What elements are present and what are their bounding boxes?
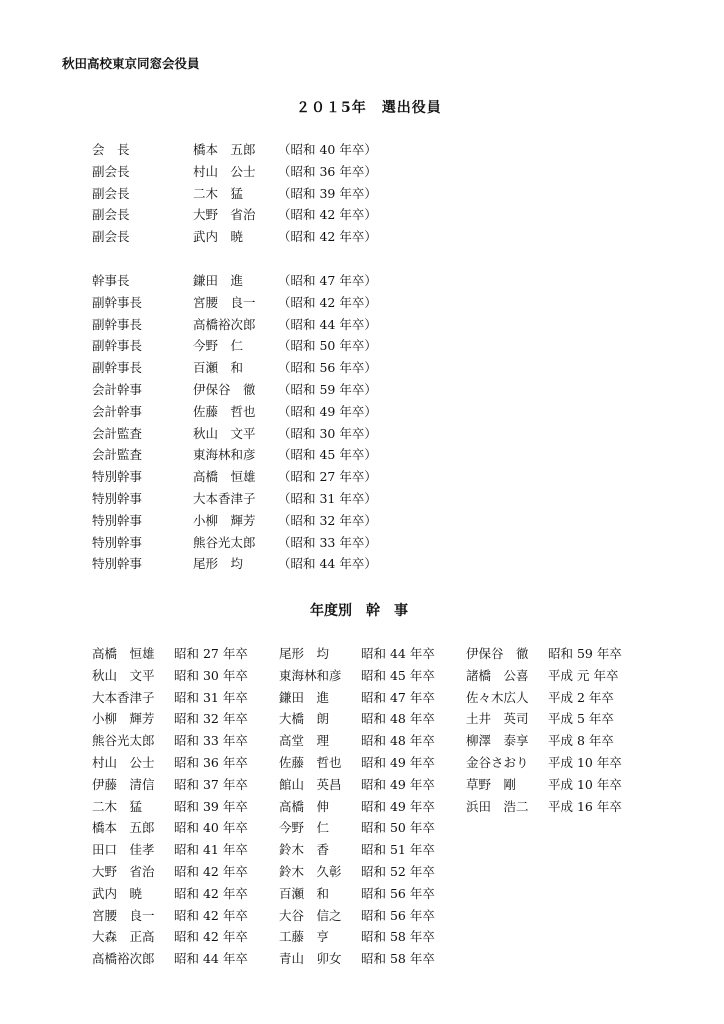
- officer-role: 会 長: [92, 142, 130, 157]
- secretary-year: 昭和 37 年卒: [174, 776, 248, 792]
- secretary-year: 昭和 56 年卒: [361, 885, 435, 901]
- secretary-name: 百瀬 和: [279, 885, 330, 901]
- officer-year: （昭和 33 年卒）: [278, 534, 377, 550]
- officer-year: （昭和 50 年卒）: [278, 338, 377, 354]
- officer-role: 会計監査: [92, 425, 143, 441]
- officer-name: 大本香津子: [193, 491, 256, 506]
- secretary-year: 昭和 44 年卒: [361, 646, 435, 661]
- officer-name: 佐藤 哲也: [193, 403, 256, 419]
- officer-role: 特別幹事: [92, 512, 143, 528]
- officer-year: （昭和 30 年卒）: [278, 425, 377, 441]
- officer-year: （昭和 45 年卒）: [278, 447, 377, 463]
- secretary-name: 鈴木 香: [279, 842, 330, 858]
- officer-name: 東海林和彦: [193, 447, 256, 463]
- officer-name: 伊保谷 徹: [193, 382, 256, 397]
- secretary-name: 諸橋 公喜: [466, 667, 529, 683]
- officer-name: 尾形 均: [193, 556, 244, 572]
- officer-year: （昭和 56 年卒）: [278, 360, 377, 376]
- secretary-name: 工藤 亨: [279, 929, 330, 945]
- officer-name: 小柳 輝芳: [193, 512, 256, 528]
- secretary-name: 大野 省治: [92, 864, 155, 879]
- officer-role: 副幹事長: [92, 316, 143, 332]
- officer-year: （昭和 44 年卒）: [278, 556, 377, 572]
- secretary-name: 尾形 均: [279, 646, 330, 661]
- secretary-name: 高橋 伸: [279, 798, 330, 814]
- secretary-year: 昭和 42 年卒: [174, 929, 248, 945]
- secretary-year: 昭和 48 年卒: [361, 733, 435, 749]
- secretary-year: 昭和 52 年卒: [361, 864, 435, 879]
- officer-year: （昭和 59 年卒）: [278, 382, 377, 397]
- officer-role: 会計監査: [92, 447, 143, 463]
- secretary-year: 平成 元 年卒: [548, 667, 619, 683]
- secretary-name: 浜田 浩二: [466, 798, 529, 814]
- secretary-name: 伊藤 清信: [92, 776, 155, 792]
- officer-role: 特別幹事: [92, 491, 143, 506]
- secretary-name: 大橋 朗: [279, 711, 330, 727]
- secretary-year: 昭和 36 年卒: [174, 755, 248, 770]
- officer-name: 熊谷光太郎: [193, 534, 256, 550]
- secretary-year: 昭和 42 年卒: [174, 885, 248, 901]
- document-header: 秋田高校東京同窓会役員: [62, 56, 200, 71]
- secretary-year: 昭和 48 年卒: [361, 711, 435, 727]
- officer-role: 副会長: [92, 185, 130, 201]
- secretary-name: 二木 猛: [92, 798, 143, 814]
- officer-role: 副会長: [92, 229, 130, 245]
- officer-year: （昭和 32 年卒）: [278, 512, 377, 528]
- section-title-grade-secretaries: 年度別 幹 事: [310, 603, 408, 619]
- secretary-name: 佐藤 哲也: [279, 755, 342, 770]
- secretary-year: 昭和 42 年卒: [174, 907, 248, 923]
- officer-year: （昭和 36 年卒）: [278, 163, 377, 179]
- officer-name: 今野 仁: [193, 338, 244, 354]
- officer-name: 二木 猛: [193, 185, 244, 201]
- officer-name: 高橋裕次郎: [193, 316, 256, 332]
- officer-role: 副幹事長: [92, 294, 143, 310]
- officer-role: 副幹事長: [92, 360, 143, 376]
- officer-year: （昭和 39 年卒）: [278, 185, 377, 201]
- secretary-name: 館山 英昌: [279, 776, 342, 792]
- officer-year: （昭和 44 年卒）: [278, 316, 377, 332]
- secretary-name: 宮腰 良一: [92, 907, 155, 923]
- secretary-name: 熊谷光太郎: [92, 733, 155, 749]
- secretary-name: 秋山 文平: [92, 667, 155, 683]
- secretary-name: 大森 正高: [92, 929, 155, 945]
- secretary-year: 昭和 31 年卒: [174, 689, 248, 705]
- secretary-year: 平成 16 年卒: [548, 798, 622, 814]
- secretary-year: 昭和 27 年卒: [174, 646, 248, 661]
- secretary-name: 鎌田 進: [279, 689, 330, 705]
- secretary-name: 高堂 理: [279, 733, 330, 749]
- officer-year: （昭和 27 年卒）: [278, 469, 377, 485]
- secretary-year: 平成 5 年卒: [548, 711, 614, 727]
- officer-name: 高橋 恒雄: [193, 469, 256, 485]
- secretary-year: 昭和 59 年卒: [548, 646, 622, 661]
- officer-year: （昭和 42 年卒）: [278, 207, 377, 223]
- secretary-year: 昭和 58 年卒: [361, 929, 435, 945]
- secretary-year: 昭和 40 年卒: [174, 820, 248, 836]
- secretary-year: 昭和 30 年卒: [174, 667, 248, 683]
- secretary-name: 草野 剛: [466, 776, 517, 792]
- secretary-year: 昭和 49 年卒: [361, 776, 435, 792]
- secretary-name: 今野 仁: [279, 820, 330, 836]
- secretary-year: 昭和 49 年卒: [361, 798, 435, 814]
- secretary-year: 昭和 49 年卒: [361, 755, 435, 770]
- secretary-year: 昭和 42 年卒: [174, 864, 248, 879]
- secretary-name: 土井 英司: [466, 711, 529, 727]
- secretary-year: 昭和 45 年卒: [361, 667, 435, 683]
- secretary-year: 昭和 39 年卒: [174, 798, 248, 814]
- secretary-year: 昭和 32 年卒: [174, 711, 248, 727]
- secretary-name: 村山 公士: [92, 755, 155, 770]
- secretary-name: 小柳 輝芳: [92, 711, 155, 727]
- secretary-year: 昭和 56 年卒: [361, 907, 435, 923]
- secretary-name: 高橋 恒雄: [92, 646, 155, 661]
- secretary-name: 大谷 信之: [279, 907, 342, 923]
- officer-name: 秋山 文平: [193, 425, 256, 441]
- officer-year: （昭和 47 年卒）: [278, 273, 377, 288]
- secretary-year: 平成 10 年卒: [548, 776, 622, 792]
- officer-role: 特別幹事: [92, 469, 143, 485]
- secretary-name: 柳澤 泰享: [466, 733, 529, 749]
- secretary-name: 伊保谷 徹: [466, 646, 529, 661]
- secretary-year: 昭和 51 年卒: [361, 842, 435, 858]
- officer-name: 村山 公士: [193, 163, 256, 179]
- secretary-year: 昭和 58 年卒: [361, 951, 435, 967]
- secretary-year: 平成 8 年卒: [548, 733, 614, 749]
- secretary-name: 佐々木広人: [466, 689, 529, 705]
- secretary-name: 金谷さおり: [466, 755, 529, 770]
- officer-name: 鎌田 進: [193, 273, 244, 288]
- officer-name: 橋本 五郎: [193, 142, 256, 157]
- secretary-name: 武内 暁: [92, 885, 143, 901]
- officer-role: 特別幹事: [92, 534, 143, 550]
- officer-year: （昭和 40 年卒）: [278, 142, 377, 157]
- officer-year: （昭和 49 年卒）: [278, 403, 377, 419]
- officer-name: 百瀬 和: [193, 360, 244, 376]
- secretary-name: 橋本 五郎: [92, 820, 155, 836]
- secretary-year: 昭和 44 年卒: [174, 951, 248, 967]
- officer-year: （昭和 31 年卒）: [278, 491, 377, 506]
- secretary-year: 昭和 47 年卒: [361, 689, 435, 705]
- officer-role: 副会長: [92, 207, 130, 223]
- officer-role: 会計幹事: [92, 382, 143, 397]
- officer-year: （昭和 42 年卒）: [278, 294, 377, 310]
- secretary-name: 青山 卯女: [279, 951, 342, 967]
- officer-role: 副会長: [92, 163, 130, 179]
- secretary-name: 大本香津子: [92, 689, 155, 705]
- secretary-year: 昭和 41 年卒: [174, 842, 248, 858]
- secretary-year: 平成 10 年卒: [548, 755, 622, 770]
- officer-name: 大野 省治: [193, 207, 256, 223]
- officer-year: （昭和 42 年卒）: [278, 229, 377, 245]
- officer-role: 特別幹事: [92, 556, 143, 572]
- section-title-officers: ２０１5年 選出役員: [296, 100, 442, 116]
- officer-role: 副幹事長: [92, 338, 143, 354]
- officer-name: 宮腰 良一: [193, 294, 256, 310]
- secretary-name: 高橋裕次郎: [92, 951, 155, 967]
- secretary-year: 平成 2 年卒: [548, 689, 614, 705]
- officer-role: 幹事長: [92, 273, 130, 288]
- secretary-name: 田口 佳孝: [92, 842, 155, 858]
- officer-name: 武内 暁: [193, 229, 244, 245]
- secretary-name: 東海林和彦: [279, 667, 342, 683]
- secretary-year: 昭和 50 年卒: [361, 820, 435, 836]
- secretary-name: 鈴木 久彰: [279, 864, 342, 879]
- officer-role: 会計幹事: [92, 403, 143, 419]
- secretary-year: 昭和 33 年卒: [174, 733, 248, 749]
